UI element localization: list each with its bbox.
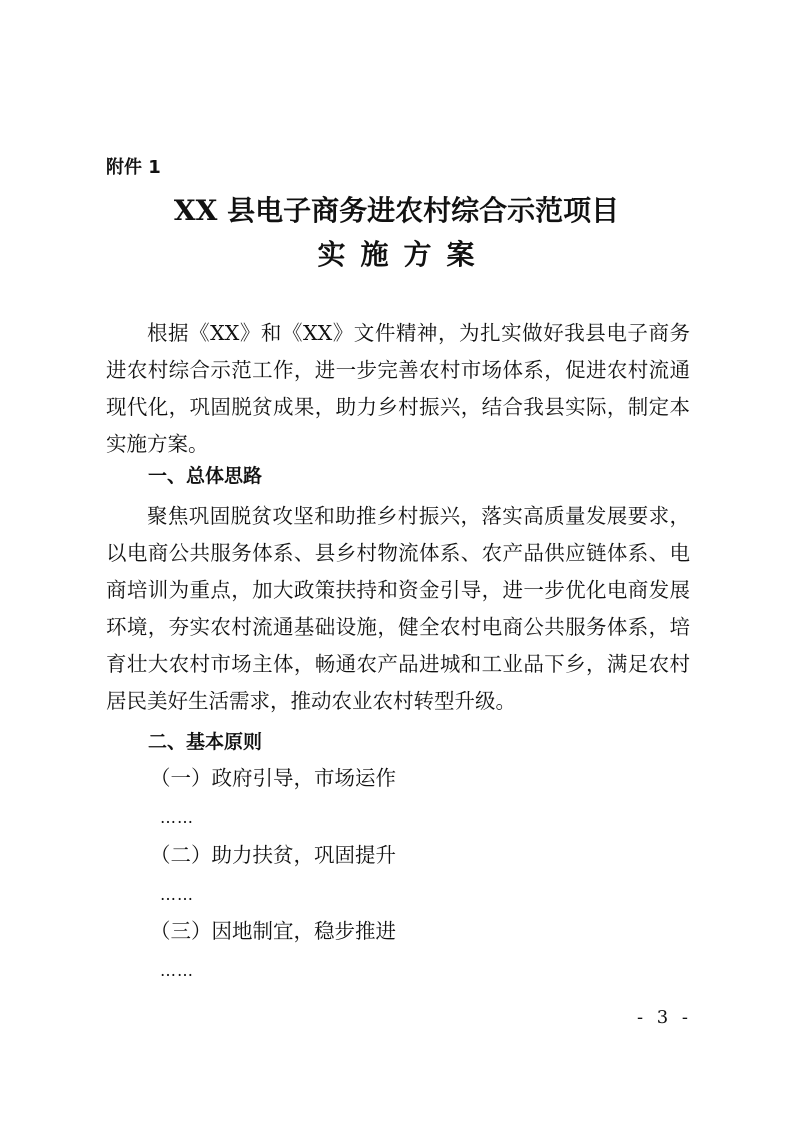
overall-approach-paragraph: 聚焦巩固脱贫攻坚和助推乡村振兴，落实高质量发展要求，以电商公共服务体系、县乡村物流体系、农产品供应链体系、电商培训为重点，加大政策扶持和资金引导，进一步优化电商发展环境，夯实农村流通基础设施，健全农村电商公共服务体系，培育壮大农村市场主体，畅通农产品进城和工业品下乡，满足农村居民美好生活需求，推动农业农村转型升级。: [106, 504, 690, 713]
principle-item-label: （三）因地制宜，稳步推进: [150, 919, 396, 943]
document-title: XX 县电子商务进农村综合示范项目: [173, 194, 620, 227]
principle-item-content: ……: [160, 961, 194, 980]
page-number: - 3 -: [636, 1007, 692, 1028]
principle-item-content: ……: [160, 885, 194, 904]
principle-item-label: （一）政府引导，市场运作: [150, 766, 396, 790]
document-subtitle: 实施方案: [317, 238, 490, 271]
intro-paragraph: 根据《XX》和《XX》文件精神，为扎实做好我县电子商务进农村综合示范工作，进一步完善农村市场体系，促进农村流通现代化，巩固脱贫成果，助力乡村振兴，结合我县实际，制定本实施方案。: [106, 321, 690, 456]
principle-item-label: （二）助力扶贫，巩固提升: [150, 843, 396, 867]
principle-item-content: ……: [160, 808, 194, 827]
attachment-label: 附件 1: [106, 157, 161, 178]
section-heading-overall-approach: 一、总体思路: [148, 465, 263, 487]
section-heading-basic-principles: 二、基本原则: [148, 731, 263, 753]
